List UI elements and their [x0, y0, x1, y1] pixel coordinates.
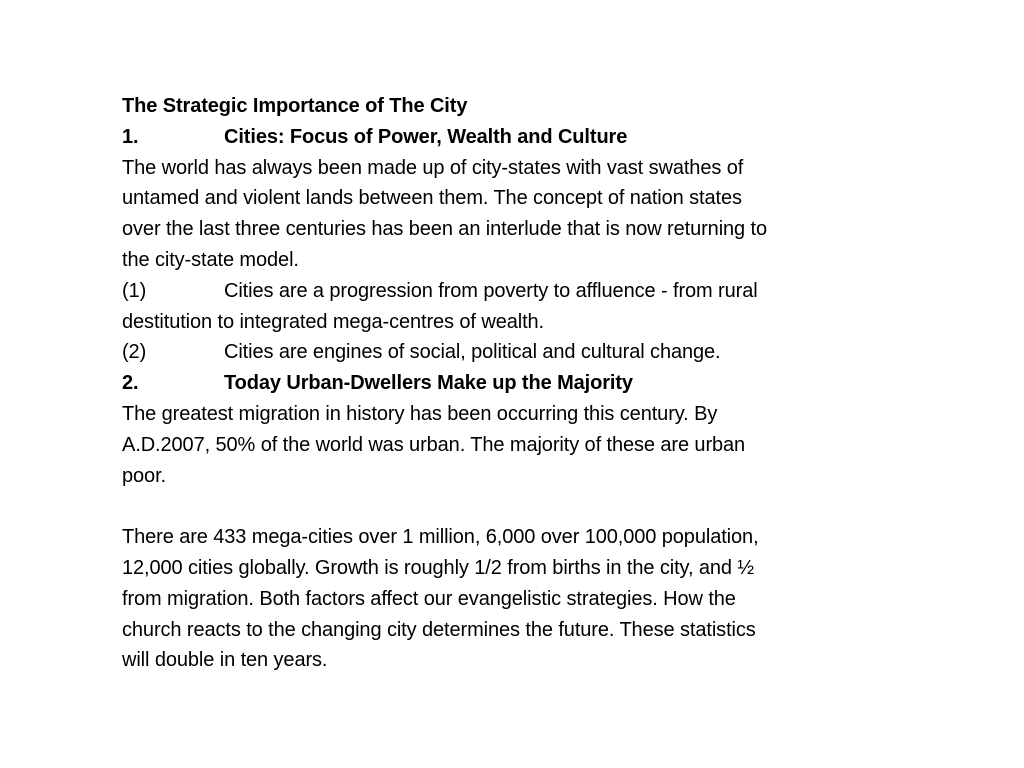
paragraph-1-line: untamed and violent lands between them. The concept of nation states [122, 187, 742, 210]
paragraph-3-line: will double in ten years. [122, 649, 328, 672]
section-1-heading-line [122, 122, 922, 153]
paragraph-2-line: A.D.2007, 50% of the world was urban. The majority of these are urban [122, 433, 746, 456]
paragraph-3-line: church reacts to the changing city determines the future. These statistics [122, 618, 756, 641]
paragraph-1-line: over the last three centuries has been an interlude that is now returning to [122, 218, 768, 241]
section-1-heading: Cities: Focus of Power, Wealth and Culture [224, 125, 628, 148]
paragraph-spacer [122, 491, 922, 522]
point-1-number: (1) [122, 279, 147, 302]
paragraph-3-line: There are 433 mega-cities over 1 million, 6,000 over 100,000 population, [122, 526, 759, 549]
section-1-number: 1. [122, 125, 139, 148]
point-2-text: Cities are engines of social, political and cultural change. [224, 341, 721, 364]
paragraph-1-line: the city-state model. [122, 248, 299, 271]
paragraph-3-line: from migration. Both factors affect our evangelistic strategies. How the [122, 587, 736, 610]
paragraph-1-line: The world has always been made up of city-states with vast swathes of [122, 156, 744, 179]
point-1-continuation: destitution to integrated mega-centres of wealth. [122, 310, 545, 333]
section-2-heading-line [122, 368, 922, 399]
paragraph-2-line: The greatest migration in history has been occurring this century. By [122, 402, 718, 425]
section-2-number: 2. [122, 372, 139, 395]
paragraph-2-line: poor. [122, 464, 166, 487]
slide-body [122, 91, 922, 676]
point-2-number: (2) [122, 341, 147, 364]
section-2-heading: Today Urban-Dwellers Make up the Majority [224, 372, 633, 395]
slide-title: The Strategic Importance of The City [122, 95, 468, 117]
point-2-line [122, 337, 922, 368]
point-1-text: Cities are a progression from poverty to affluence - from rural [224, 279, 758, 302]
point-1-line [122, 276, 922, 307]
paragraph-3-line: 12,000 cities globally. Growth is roughly 1/2 from births in the city, and ½ [122, 556, 754, 579]
